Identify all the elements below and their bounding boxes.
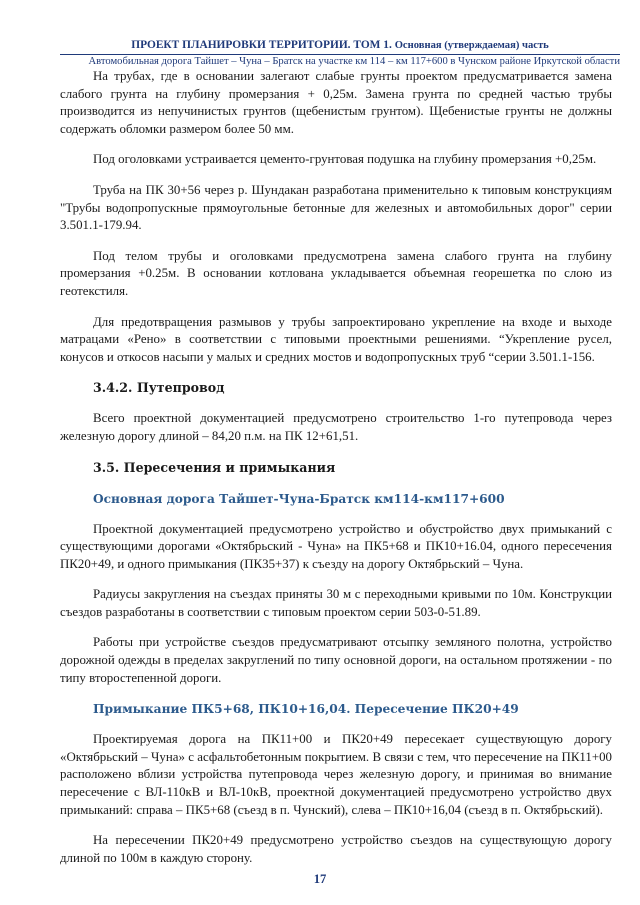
header-title: ПРОЕКТ ПЛАНИРОВКИ ТЕРРИТОРИИ. ТОМ 1. bbox=[131, 39, 392, 51]
running-header-title bbox=[60, 39, 620, 51]
page-body bbox=[60, 68, 612, 867]
paragraph: Для предотвращения размывов у трубы запроектировано укрепление на входе и выходе матрацами «Рено» в соответствии с типовыми проектными решениями. “Укрепление русел, конусов и откосов насыпи у малых и средних мостов и водопропускных труб “серии 3.501.1-156. bbox=[60, 314, 612, 364]
subsection-heading: Основная дорога Тайшет-Чуна-Братск км114-км117+600 bbox=[93, 491, 505, 506]
paragraph: Под оголовками устраивается цементо-грунтовая подушка на глубину промерзания +0,25м. bbox=[93, 152, 597, 167]
paragraph: Проектируемая дорога на ПК11+00 и ПК20+49 пересекает существующую дорогу «Октябрьский – Чуна» с асфальтобетонным покрытием. В связи с тем, что пересечение на ПК11+00 расположено вблизи устройства путепровода через железную дорогу, и принимая во внимание пересечение с ВЛ-110кВ и ВЛ-10кВ, проектной документацией предусмотрено устройство двух примыканий: справа – ПК5+68 (съезд в п. Чунский), слева – ПК10+16,04 (съезд в п. Октябрьский). bbox=[60, 732, 612, 817]
subsection-heading: Примыкание ПК5+68, ПК10+16,04. Пересечение ПК20+49 bbox=[93, 702, 519, 717]
section-heading: 3.4.2. Путепровод bbox=[93, 380, 225, 396]
paragraph: На пересечении ПК20+49 предусмотрено устройство съездов на существующую дорогу длиной по 100м в каждую сторону. bbox=[60, 833, 612, 865]
paragraph: Радиусы закругления на съездах приняты 30 м с переходными кривыми по 10м. Конструкции съездов разработаны в соответствии с типовым проектом серии 503-0-51.89. bbox=[60, 587, 612, 619]
paragraph: Под телом трубы и оголовками предусмотрена замена слабого грунта на глубину промерзания +0.25м. В основании котлована укладывается объемная георешетка по слою из геотекстиля. bbox=[60, 248, 612, 298]
page-number: 17 bbox=[313, 872, 327, 886]
paragraph: Работы при устройстве съездов предусматривают отсыпку земляного полотна, устройство дорожной одежды в пределах закруглений по типу основной дороги, на остальном протяжении - по типу второстепенной дороги. bbox=[60, 635, 612, 685]
header-title-sub: Основная (утверждаемая) часть bbox=[394, 40, 549, 51]
paragraph: На трубах, где в основании залегают слабые грунты проектом предусматривается замена слабого грунта на глубину промерзания + 0,25м. Замена грунта по средней частью трубы производится из непучинистых грунтов (щебенистым грунтом). Щебенистые грунты не должны содержать обломки размером более 50 мм. bbox=[60, 69, 612, 136]
section-heading: 3.5. Пересечения и примыкания bbox=[93, 459, 336, 475]
paragraph: Проектной документацией предусмотрено устройство и обустройство двух примыканий с существующими дорогами «Октябрьский - Чуна» на ПК5+68 и ПК10+16.04, одного пересечения ПК20+49, и одного примыкания (ПК35+37) к съезду на дорогу Октябрьский – Чуна. bbox=[60, 521, 612, 571]
paragraph: Всего проектной документацией предусмотрено строительство 1-го путепровода через железную дорогу длиной – 84,20 п.м. на ПК 12+61,51. bbox=[60, 411, 612, 443]
header-divider bbox=[60, 54, 620, 55]
running-header-subtitle: Автомобильная дорога Тайшет – Чуна – Братск на участке км 114 – км 117+600 в Чунском районе Иркутской области bbox=[88, 56, 620, 67]
paragraph: Труба на ПК 30+56 через р. Шундакан разработана применительно к типовым конструкциям "Трубы водопропускные прямоугольные бетонные для железных и автомобильных дорог" серии 3.501.1-179.94. bbox=[60, 182, 612, 233]
